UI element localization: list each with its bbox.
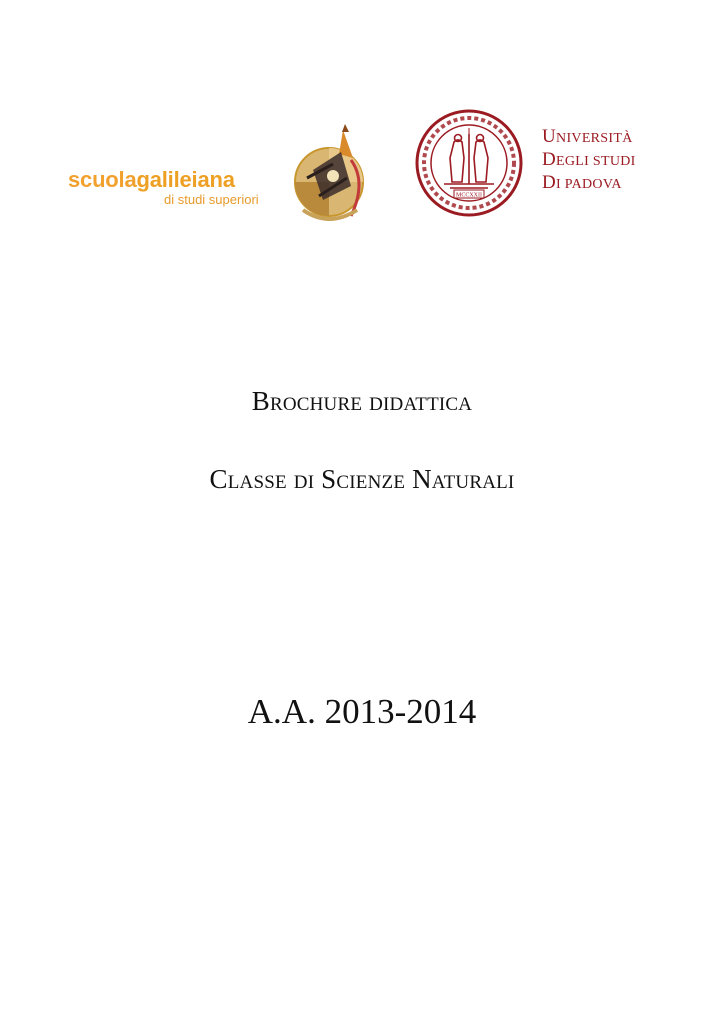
seal-year: MCCXXII [455,192,483,199]
padova-wordmark [542,126,636,195]
scuola-galileiana-wordmark [68,167,235,193]
wordmark-part1: scuola [68,167,137,192]
document-title: Brochure didattica [251,386,473,416]
scuola-galileiana-subtitle: di studi superiori [164,192,259,207]
padova-line-2: DEGLI STUDI [542,149,636,170]
wordmark-part2: galileiana [136,167,235,192]
university-seal-icon [414,108,524,218]
academic-year: A.A. 2013-2014 [247,692,477,731]
compass-emblem-icon [293,120,368,230]
scuola-galileiana-logo [68,120,368,230]
padova-line-1: UNIVERSITÀ [542,126,633,147]
padova-line-3: DI PADOVA [542,172,622,193]
document-subtitle: Classe di Scienze Naturali [209,464,515,494]
universita-padova-logo [414,108,654,218]
